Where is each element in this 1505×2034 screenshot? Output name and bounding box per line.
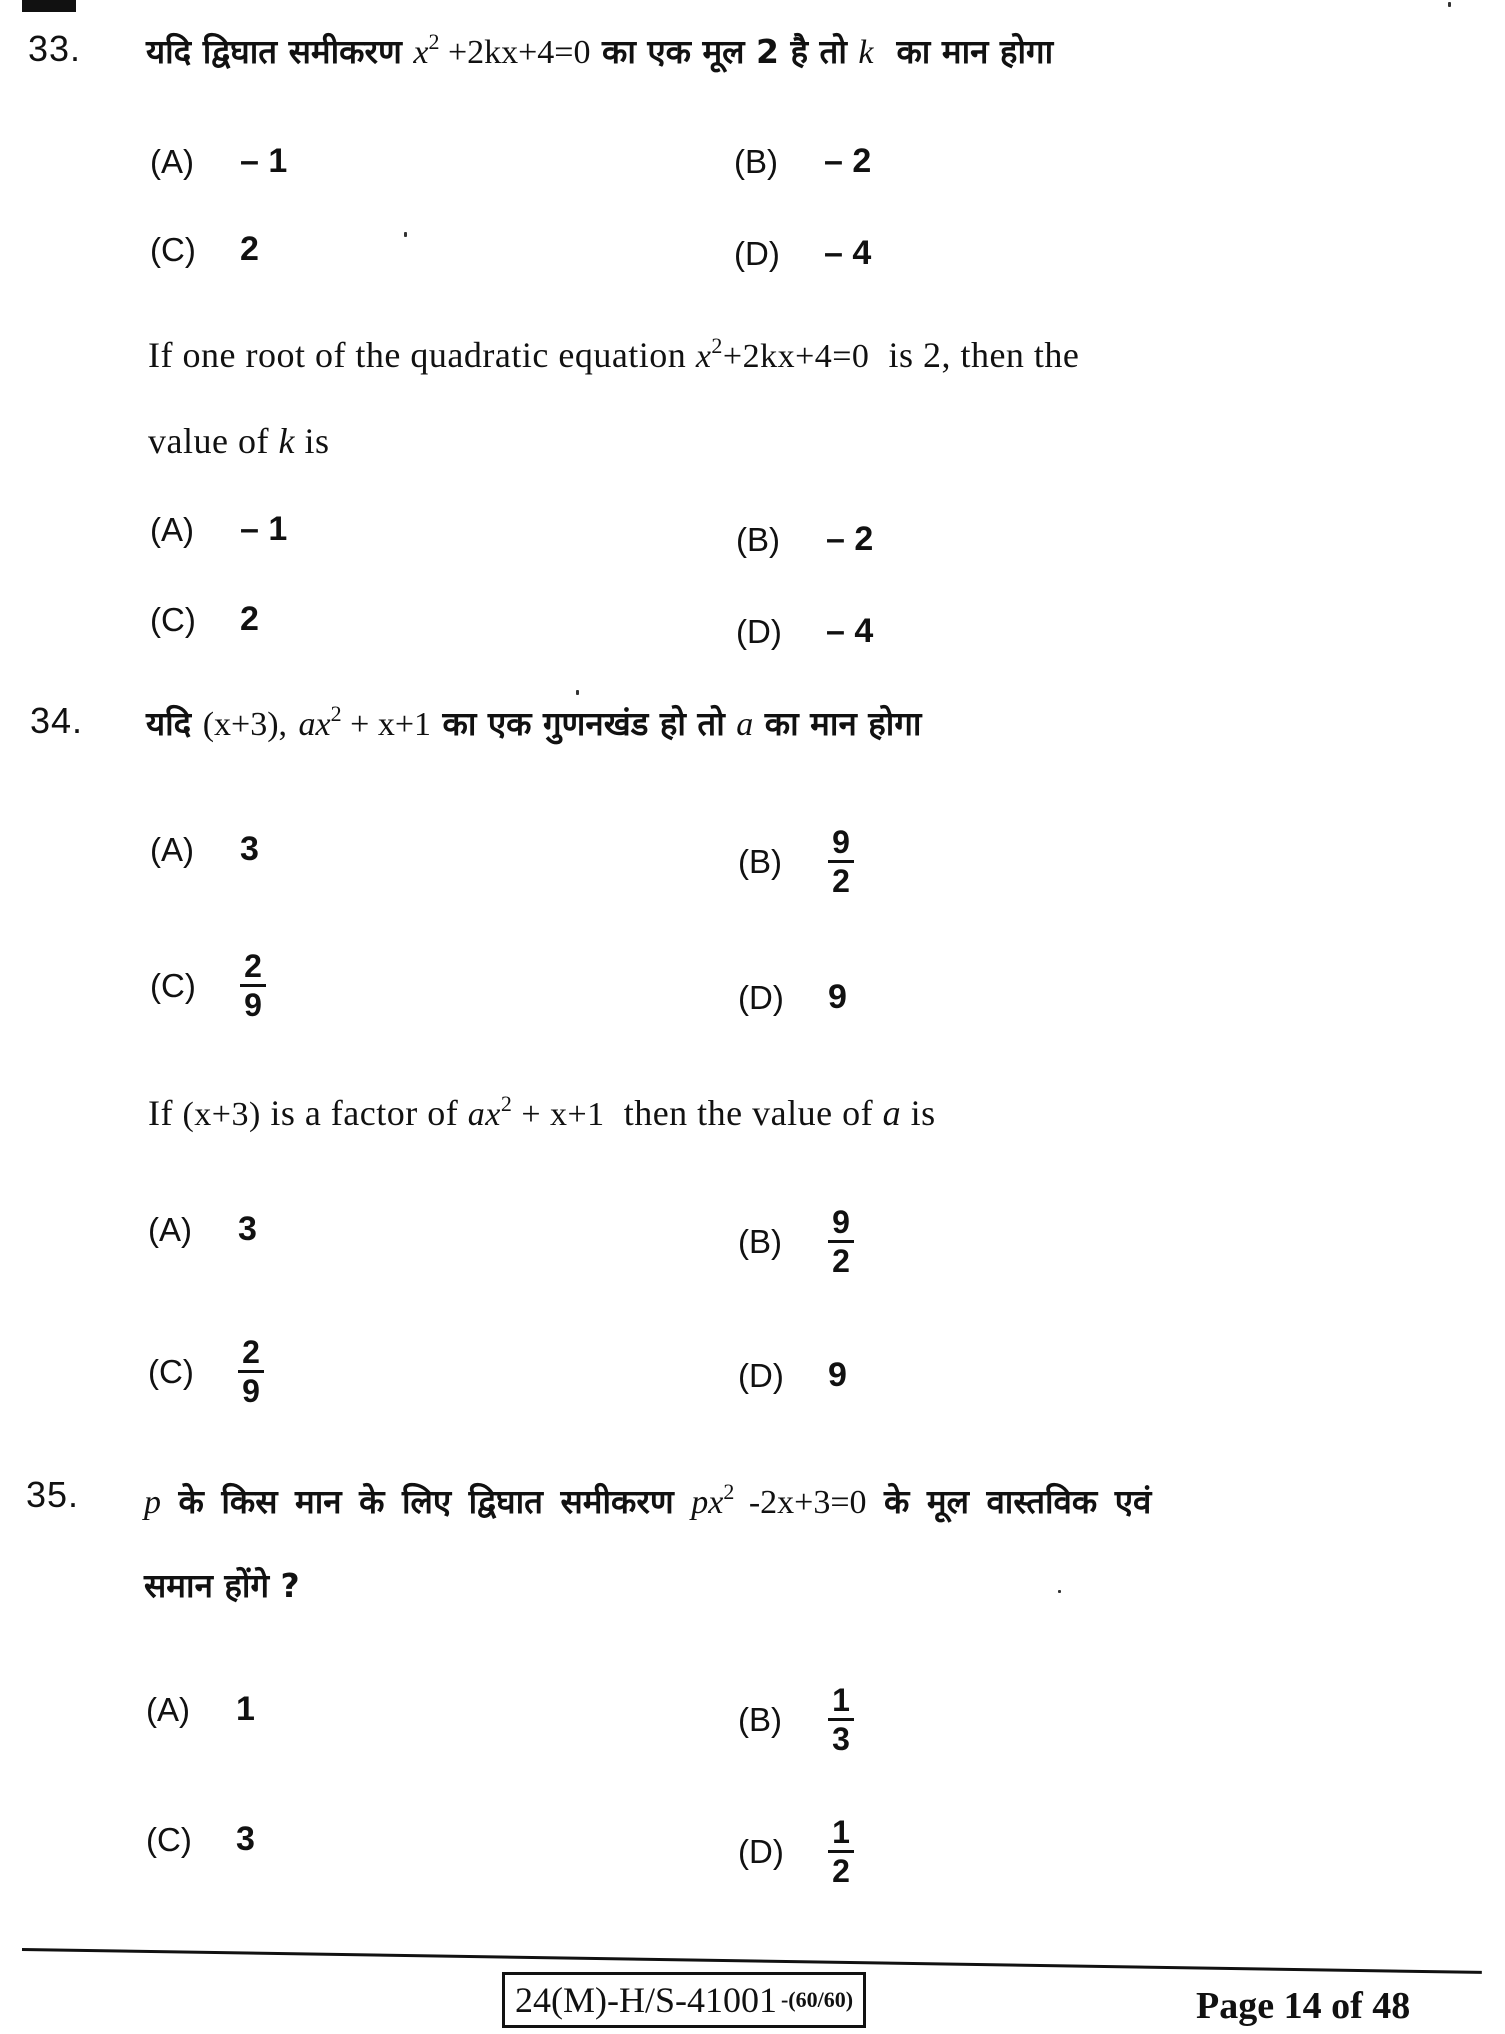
option-label: (D) bbox=[738, 1832, 784, 1870]
option-label: (A) bbox=[150, 830, 194, 868]
q33-hindi-option-b[interactable] bbox=[734, 142, 871, 181]
question-33-hindi bbox=[146, 28, 1053, 73]
poly-term: ax bbox=[467, 1096, 501, 1133]
q34-hindi-option-b[interactable] bbox=[738, 826, 854, 897]
option-label: (C) bbox=[148, 1352, 194, 1390]
numerator: 2 bbox=[242, 1334, 260, 1370]
denominator: 2 bbox=[832, 1853, 850, 1889]
q33-english-option-b[interactable] bbox=[736, 520, 873, 559]
eq-exponent: 2 bbox=[723, 1479, 735, 1504]
q33-english-option-c[interactable] bbox=[150, 600, 259, 639]
q33-english-option-d[interactable] bbox=[736, 612, 873, 651]
option-label: (D) bbox=[734, 234, 780, 272]
option-value: 2 bbox=[240, 230, 259, 268]
option-value: 9 bbox=[828, 978, 847, 1016]
q34-hindi-option-a[interactable] bbox=[150, 830, 259, 869]
numerator: 1 bbox=[832, 1814, 850, 1850]
q35-hindi-suffix: के मूल वास्तविक एवं bbox=[884, 1482, 1152, 1521]
paper-code: 24(M)-H/S-41001 bbox=[515, 1980, 777, 2020]
question-34-english bbox=[148, 1092, 936, 1134]
q34-english-suffix2: is bbox=[910, 1093, 936, 1133]
q34-var-a: a bbox=[736, 706, 754, 743]
q34-factor: (x+3), bbox=[202, 706, 288, 743]
paper-code-box bbox=[502, 1972, 866, 2028]
q33-english-option-a[interactable] bbox=[150, 510, 287, 549]
q35-hindi-option-d[interactable] bbox=[738, 1816, 854, 1887]
question-33-english-line2 bbox=[148, 420, 329, 462]
numerator: 9 bbox=[832, 1204, 850, 1240]
fraction bbox=[238, 1336, 264, 1407]
numerator: 2 bbox=[244, 948, 262, 984]
option-value: – 2 bbox=[826, 520, 874, 558]
eq-exponent: 2 bbox=[428, 29, 440, 54]
q34-english-suffix1: then the value of bbox=[623, 1093, 874, 1133]
q33-hindi-option-a[interactable] bbox=[150, 142, 287, 181]
q33-english-equation bbox=[695, 333, 870, 375]
question-33-english-line1 bbox=[148, 334, 1079, 376]
q35-hindi-prefix: के किस मान के लिए द्विघात समीकरण bbox=[178, 1482, 674, 1521]
option-label: (B) bbox=[738, 1700, 782, 1738]
fraction bbox=[828, 1816, 854, 1887]
eq-var-x: x bbox=[695, 338, 712, 375]
question-number-34: 34. bbox=[30, 700, 84, 741]
poly-rest: + x+1 bbox=[341, 706, 431, 743]
option-value: – 4 bbox=[826, 612, 874, 650]
option-value: 3 bbox=[236, 1820, 255, 1858]
eq-term: px bbox=[691, 1484, 724, 1521]
q33-hindi-suffix: का मान होगा bbox=[896, 32, 1054, 71]
option-label: (C) bbox=[150, 966, 196, 1004]
option-label: (B) bbox=[738, 1222, 782, 1260]
q35-equation bbox=[691, 1479, 867, 1521]
paper-code-suffix: -(60/60) bbox=[780, 1987, 854, 2012]
q34-english-option-b[interactable] bbox=[738, 1206, 854, 1277]
q33-hindi-equation bbox=[413, 29, 591, 71]
q33-english-suffix: is 2, then the bbox=[888, 335, 1080, 375]
q33-english-line2-suffix: is bbox=[304, 421, 330, 461]
q34-polynomial bbox=[298, 701, 431, 743]
eq-rest: +2kx+4=0 bbox=[439, 34, 591, 71]
question-number-33: 33. bbox=[28, 28, 82, 69]
option-value: – 1 bbox=[240, 510, 288, 548]
scan-speck bbox=[404, 232, 407, 237]
q33-english-line2-prefix: value of bbox=[148, 421, 269, 461]
q33-hindi-prefix: यदि द्विघात समीकरण bbox=[146, 32, 402, 71]
q34-hindi-prefix: यदि bbox=[146, 704, 192, 743]
denominator: 3 bbox=[832, 1721, 850, 1757]
eq-rest: -2x+3=0 bbox=[734, 1484, 867, 1521]
fraction bbox=[240, 950, 266, 1021]
question-35-hindi-line2: समान होंगे ? bbox=[144, 1566, 300, 1605]
q33-hindi-option-c[interactable] bbox=[150, 230, 259, 269]
q34-hindi-suffix: का मान होगा bbox=[764, 704, 922, 743]
question-35-hindi-line1 bbox=[144, 1478, 1151, 1523]
q34-english-option-c[interactable] bbox=[148, 1336, 264, 1407]
option-value: 1 bbox=[236, 1690, 255, 1728]
q34-english-prefix: If bbox=[148, 1093, 173, 1133]
option-value: – 2 bbox=[824, 142, 872, 180]
q33-english-prefix: If one root of the quadratic equation bbox=[148, 335, 687, 375]
eq-exponent: 2 bbox=[711, 333, 723, 358]
option-label: (D) bbox=[736, 612, 782, 650]
denominator: 9 bbox=[242, 1373, 260, 1409]
scan-speck bbox=[576, 690, 579, 695]
fraction bbox=[828, 1206, 854, 1277]
q34-hindi-option-c[interactable] bbox=[150, 950, 266, 1021]
option-label: (A) bbox=[146, 1690, 190, 1728]
top-edge-mark bbox=[22, 0, 76, 12]
poly-term: ax bbox=[298, 706, 331, 743]
option-label: (A) bbox=[148, 1210, 192, 1248]
numerator: 1 bbox=[832, 1682, 850, 1718]
q33-hindi-mid: का एक मूल 2 है तो bbox=[601, 32, 847, 71]
option-label: (B) bbox=[738, 842, 782, 880]
option-label: (A) bbox=[150, 142, 194, 180]
q33-var-k: k bbox=[858, 34, 874, 71]
q34-english-mid: is a factor of bbox=[270, 1093, 459, 1133]
numerator: 9 bbox=[832, 824, 850, 860]
option-value: 3 bbox=[240, 830, 259, 868]
q34-english-option-a[interactable] bbox=[148, 1210, 257, 1249]
denominator: 2 bbox=[832, 863, 850, 899]
option-label: (C) bbox=[150, 230, 196, 268]
eq-rest: +2kx+4=0 bbox=[722, 338, 870, 375]
footer-rule bbox=[22, 1948, 1482, 1974]
q33-hindi-option-d[interactable] bbox=[734, 234, 871, 273]
q35-hindi-option-a[interactable] bbox=[146, 1690, 255, 1729]
q34-hindi-option-d[interactable] bbox=[738, 978, 847, 1017]
q35-hindi-option-b[interactable] bbox=[738, 1684, 854, 1755]
question-number-35: 35. bbox=[26, 1474, 80, 1515]
option-label: (B) bbox=[734, 142, 778, 180]
q34-polynomial bbox=[467, 1091, 605, 1133]
option-value: 2 bbox=[240, 600, 259, 638]
q35-var-p: p bbox=[144, 1484, 161, 1521]
fraction bbox=[828, 1684, 854, 1755]
denominator: 2 bbox=[832, 1243, 850, 1279]
q34-hindi-mid: का एक गुणनखंड हो तो bbox=[442, 704, 725, 743]
poly-exponent: 2 bbox=[330, 701, 342, 726]
option-label: (C) bbox=[146, 1820, 192, 1858]
scan-speck bbox=[1448, 2, 1451, 7]
option-label: (B) bbox=[736, 520, 780, 558]
denominator: 9 bbox=[244, 987, 262, 1023]
q34-var-a: a bbox=[882, 1093, 902, 1133]
option-value: 3 bbox=[238, 1210, 257, 1248]
question-34-hindi bbox=[146, 700, 921, 745]
q34-english-option-d[interactable] bbox=[738, 1356, 847, 1395]
eq-var-x: x bbox=[413, 34, 429, 71]
option-value: – 1 bbox=[240, 142, 288, 180]
option-value: – 4 bbox=[824, 234, 872, 272]
poly-exponent: 2 bbox=[500, 1091, 513, 1116]
option-label: (A) bbox=[150, 510, 194, 548]
poly-rest: + x+1 bbox=[512, 1096, 605, 1133]
option-label: (D) bbox=[738, 1356, 784, 1394]
q33-var-k: k bbox=[278, 421, 295, 461]
fraction bbox=[828, 826, 854, 897]
option-value: 9 bbox=[828, 1356, 847, 1394]
q34-factor: (x+3) bbox=[182, 1096, 261, 1133]
scan-speck bbox=[1058, 1590, 1061, 1593]
page-number: Page 14 of 48 bbox=[1196, 1985, 1411, 2027]
option-label: (C) bbox=[150, 600, 196, 638]
option-label: (D) bbox=[738, 978, 784, 1016]
q35-hindi-option-c[interactable] bbox=[146, 1820, 255, 1859]
